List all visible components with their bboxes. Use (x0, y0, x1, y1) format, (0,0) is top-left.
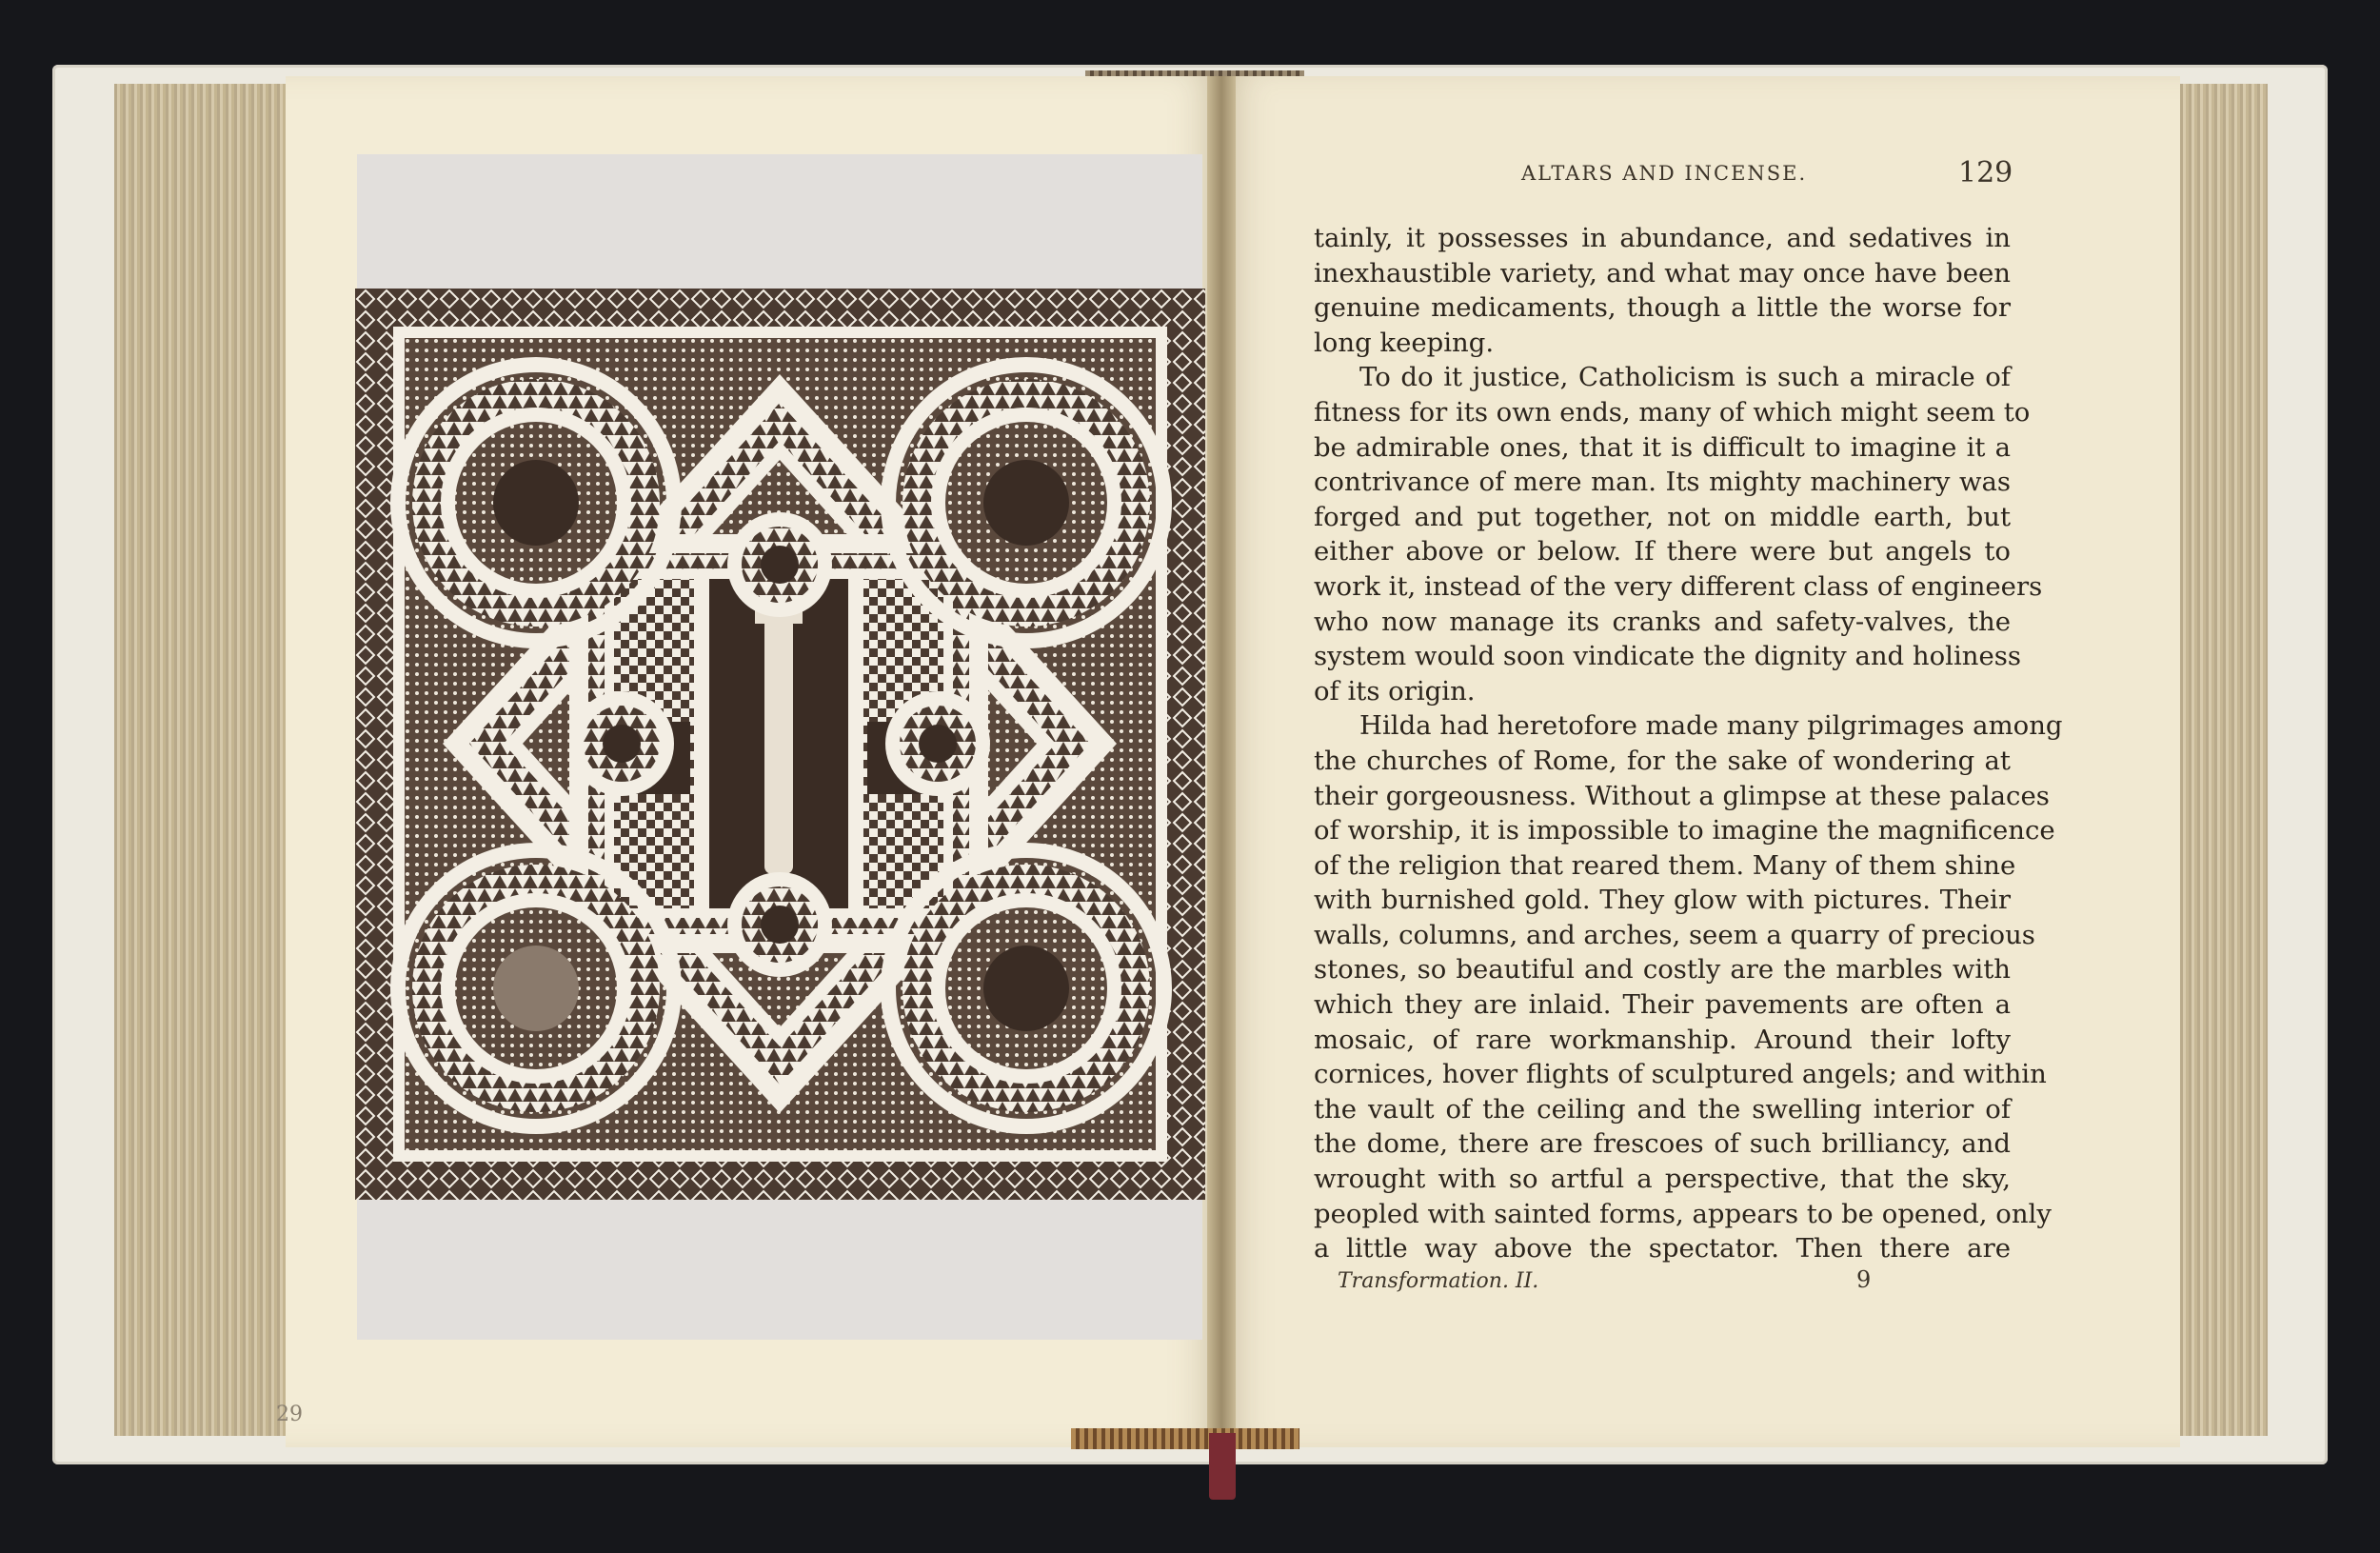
text-line: who now manage its cranks and safety-valves, the (1314, 606, 2011, 637)
text-line: contrivance of mere man. Its mighty machinery was (1314, 467, 2011, 498)
text-line: peopled with sainted forms, appears to be opened, only (1314, 1198, 2052, 1229)
headband-bottom (1071, 1428, 1299, 1449)
text-line: forged and put together, not on middle earth, but (1314, 501, 2011, 532)
text-line: be admirable ones, that it is difficult to imagine it a (1314, 431, 2011, 463)
text-line: their gorgeousness. Without a glimpse at these palaces (1314, 780, 2050, 811)
text-line: genuine medicaments, though a little the worse for (1314, 292, 2011, 324)
text-line: stones, so beautiful and costly are the marbles with (1314, 954, 2011, 986)
mosaic-pattern-svg (355, 289, 1205, 1200)
text-line: system would soon vindicate the dignity and holiness (1314, 641, 2021, 672)
text-line: Hilda had heretofore made many pilgrimages among (1359, 710, 2063, 742)
text-line: mosaic, of rare workmanship. Around their lofty (1314, 1024, 2011, 1055)
text-line: a little way above the spectator. Then there are (1314, 1233, 2011, 1264)
signature-mark: 9 (1856, 1266, 1872, 1293)
text-line: the vault of the ceiling and the swelling interior of (1314, 1093, 2011, 1125)
left-page-number: 29 (276, 1403, 303, 1426)
text-line: long keeping. (1314, 327, 1495, 358)
text-line: cornices, hover flights of sculptured angels; and within (1314, 1059, 2047, 1090)
text-line: inexhaustible variety, and what may once have been (1314, 257, 2011, 289)
page-number: 129 (1958, 156, 2013, 189)
left-page-edges (114, 84, 295, 1436)
mosaic-pavement-image (355, 289, 1205, 1200)
text-line: which they are inlaid. Their pavements are often a (1314, 989, 2011, 1021)
text-line: walls, columns, and arches, seem a quarry of precious (1314, 919, 2035, 950)
text-line: the dome, there are frescoes of such brilliancy, and (1314, 1128, 2011, 1160)
text-line: tainly, it possesses in abundance, and sedatives in (1314, 223, 2011, 253)
running-head: ALTARS AND INCENSE. (1521, 162, 1808, 185)
body-text (1314, 221, 2063, 1266)
text-line: of the religion that reared them. Many of them shine (1314, 849, 2016, 881)
text-line: work it, instead of the very different class of engineers (1314, 570, 2043, 602)
text-line: the churches of Rome, for the sake of wondering at (1314, 745, 2011, 776)
text-line: either above or below. If there were but angels to (1314, 536, 2011, 567)
text-line: of worship, it is impossible to imagine the magnificence (1314, 815, 2055, 846)
text-line: To do it justice, Catholicism is such a miracle of (1359, 362, 2011, 393)
text-line: fitness for its own ends, many of which might seem to (1314, 396, 2031, 428)
ribbon-bookmark (1209, 1433, 1236, 1500)
signature-title: Transformation. II. (1338, 1269, 1539, 1293)
text-line: of its origin. (1314, 675, 1476, 707)
text-line: with burnished gold. They glow with pictures. Their (1314, 885, 2011, 916)
right-page-edges (2180, 84, 2268, 1436)
book-gutter (1207, 76, 1236, 1447)
text-line: wrought with so artful a perspective, that the sky, (1314, 1164, 2011, 1195)
